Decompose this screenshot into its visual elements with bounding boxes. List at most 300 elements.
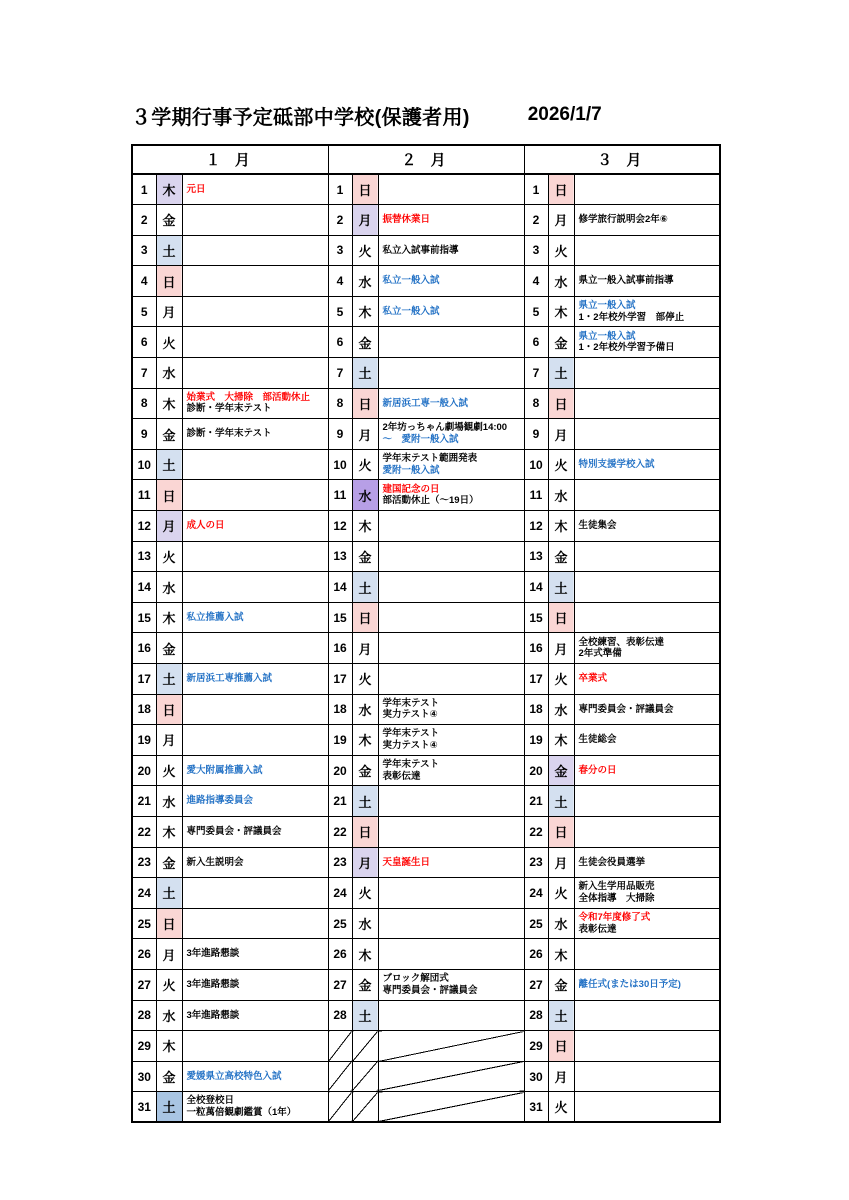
weekday-label: 火	[352, 664, 378, 695]
day-number: 9	[328, 419, 352, 450]
weekday-label: 土	[352, 786, 378, 817]
event-cell	[574, 296, 720, 327]
weekday-label: 月	[156, 725, 182, 756]
day-number: 12	[524, 511, 548, 542]
day-number: 6	[132, 327, 156, 358]
day-number: 4	[524, 266, 548, 297]
event-cell	[378, 694, 524, 725]
event-cell	[574, 174, 720, 205]
event-text: 学年末テスト	[382, 759, 440, 770]
day-number: 5	[132, 296, 156, 327]
event-cell	[574, 908, 720, 939]
event-cell	[182, 939, 328, 970]
weekday-label: 金	[352, 327, 378, 358]
weekday-label: 日	[156, 908, 182, 939]
day-number: 18	[328, 694, 352, 725]
weekday-label: 水	[156, 1000, 182, 1031]
event-text: 生徒会役員選挙	[578, 856, 646, 868]
event-text: 春分の日	[578, 764, 617, 776]
weekday-label: 月	[352, 633, 378, 664]
day-number: 2	[328, 205, 352, 236]
event-text: 天皇誕生日	[382, 856, 431, 868]
weekday-label: 水	[352, 266, 378, 297]
day-number: 17	[132, 664, 156, 695]
weekday-label: 月	[548, 205, 574, 236]
day-number: 20	[524, 755, 548, 786]
three-month-calendar-table	[131, 144, 721, 1123]
weekday-label: 水	[156, 786, 182, 817]
weekday-label: 日	[548, 816, 574, 847]
event-text: 県立一般入試	[578, 300, 636, 312]
day-number: 15	[328, 602, 352, 633]
weekday-label: 木	[156, 602, 182, 633]
day-number: 23	[328, 847, 352, 878]
event-cell	[574, 633, 720, 664]
event-text: 私立一般入試	[382, 275, 440, 287]
calendar-day-row	[132, 847, 720, 878]
day-number: 27	[524, 969, 548, 1000]
event-cell	[574, 969, 720, 1000]
empty-event-cell	[378, 1092, 524, 1123]
event-cell	[574, 878, 720, 909]
event-cell	[574, 1031, 720, 1062]
event-text: 専門委員会・評議員会	[578, 703, 674, 715]
calendar-day-row	[132, 664, 720, 695]
event-cell	[574, 327, 720, 358]
event-text: 愛大附属推薦入試	[186, 764, 263, 776]
event-text: 私立入試事前指導	[382, 244, 459, 256]
weekday-label: 金	[156, 1061, 182, 1092]
month-header-row	[132, 145, 720, 174]
event-cell	[182, 908, 328, 939]
calendar-body	[132, 174, 720, 1122]
weekday-label: 火	[548, 1092, 574, 1123]
event-text: 愛附一般入試	[382, 464, 440, 476]
day-number: 25	[524, 908, 548, 939]
empty-day-cell	[328, 1031, 352, 1062]
event-cell	[574, 725, 720, 756]
calendar-day-row	[132, 541, 720, 572]
document-date: 2026/1/7	[527, 104, 602, 125]
day-number: 14	[524, 572, 548, 603]
calendar-day-row	[132, 633, 720, 664]
weekday-label: 土	[156, 235, 182, 266]
event-cell	[182, 1092, 328, 1123]
event-cell	[378, 174, 524, 205]
calendar-day-row	[132, 694, 720, 725]
event-cell	[574, 1061, 720, 1092]
calendar-day-row	[132, 327, 720, 358]
event-text: 2年式準備	[578, 648, 622, 660]
day-number: 18	[524, 694, 548, 725]
weekday-label: 月	[548, 419, 574, 450]
event-cell	[378, 235, 524, 266]
event-cell	[574, 755, 720, 786]
event-cell	[378, 969, 524, 1000]
day-number: 3	[132, 235, 156, 266]
event-text: 離任式(または30日予定)	[578, 978, 681, 990]
event-text: ブロック解団式	[382, 973, 449, 985]
event-cell	[574, 664, 720, 695]
event-cell	[378, 908, 524, 939]
event-cell	[378, 449, 524, 480]
calendar-day-row	[132, 1000, 720, 1031]
event-text: 診断・学年末テスト	[186, 428, 272, 440]
day-number: 8	[132, 388, 156, 419]
weekday-label: 土	[156, 664, 182, 695]
day-number: 11	[132, 480, 156, 511]
day-number: 20	[132, 755, 156, 786]
day-number: 23	[132, 847, 156, 878]
event-text: 私立推薦入試	[186, 611, 244, 623]
event-text: 部活動休止（〜19日）	[382, 495, 479, 507]
event-cell	[574, 939, 720, 970]
weekday-label: 木	[156, 388, 182, 419]
day-number: 7	[524, 358, 548, 389]
weekday-label: 火	[352, 235, 378, 266]
day-number: 22	[132, 816, 156, 847]
day-number: 29	[132, 1031, 156, 1062]
weekday-label: 日	[352, 388, 378, 419]
event-cell	[378, 847, 524, 878]
day-number: 22	[328, 816, 352, 847]
event-cell	[182, 1031, 328, 1062]
day-number: 12	[132, 511, 156, 542]
weekday-label: 金	[548, 969, 574, 1000]
event-text: 生徒総会	[578, 734, 617, 746]
weekday-label: 木	[352, 939, 378, 970]
weekday-label: 水	[352, 694, 378, 725]
weekday-label: 水	[548, 694, 574, 725]
day-number: 4	[328, 266, 352, 297]
day-number: 5	[328, 296, 352, 327]
day-number: 20	[328, 755, 352, 786]
event-text: 令和7年度修了式	[578, 911, 651, 923]
weekday-label: 日	[548, 1031, 574, 1062]
event-text: 学年末テスト	[382, 697, 440, 709]
event-cell	[378, 725, 524, 756]
event-text: 建国記念の日	[382, 483, 440, 495]
event-text: 専門委員会・評議員会	[382, 984, 478, 996]
event-text: 始業式 大掃除 部活動休止	[186, 391, 311, 403]
day-number: 21	[524, 786, 548, 817]
event-cell	[574, 1000, 720, 1031]
month-header-3: ３ 月	[524, 145, 720, 174]
weekday-label: 木	[352, 511, 378, 542]
event-cell	[182, 847, 328, 878]
event-text: 表彰伝達	[578, 923, 617, 935]
event-text: 進路指導委員会	[186, 795, 254, 807]
weekday-label: 水	[352, 908, 378, 939]
weekday-label: 木	[352, 296, 378, 327]
event-cell	[182, 725, 328, 756]
weekday-label: 土	[548, 786, 574, 817]
weekday-label: 金	[548, 541, 574, 572]
weekday-label: 月	[156, 296, 182, 327]
day-number: 28	[524, 1000, 548, 1031]
event-cell	[182, 633, 328, 664]
calendar-day-row	[132, 755, 720, 786]
event-cell	[378, 664, 524, 695]
day-number: 3	[328, 235, 352, 266]
calendar-day-row	[132, 786, 720, 817]
day-number: 14	[328, 572, 352, 603]
day-number: 19	[524, 725, 548, 756]
day-number: 7	[328, 358, 352, 389]
event-text: 特別支援学校入試	[578, 458, 655, 470]
weekday-label: 水	[548, 908, 574, 939]
weekday-label: 木	[548, 296, 574, 327]
calendar-day-row	[132, 939, 720, 970]
event-text: 3年進路懇談	[186, 1009, 240, 1021]
month-header-2: ２ 月	[328, 145, 524, 174]
day-number: 17	[524, 664, 548, 695]
calendar-day-row	[132, 205, 720, 236]
weekday-label: 日	[548, 388, 574, 419]
weekday-label: 月	[548, 1061, 574, 1092]
event-cell	[574, 1092, 720, 1123]
day-number: 15	[524, 602, 548, 633]
empty-day-cell	[328, 1092, 352, 1123]
event-text: 生徒集会	[578, 520, 617, 532]
calendar-day-row	[132, 878, 720, 909]
day-number: 13	[524, 541, 548, 572]
weekday-label: 火	[352, 878, 378, 909]
day-number: 16	[328, 633, 352, 664]
weekday-label: 土	[548, 1000, 574, 1031]
weekday-label: 月	[548, 633, 574, 664]
event-text: 3年進路懇談	[186, 948, 240, 960]
day-number: 15	[132, 602, 156, 633]
event-cell	[182, 388, 328, 419]
weekday-label: 日	[352, 816, 378, 847]
weekday-label: 火	[548, 878, 574, 909]
event-cell	[182, 174, 328, 205]
event-cell	[182, 449, 328, 480]
day-number: 3	[524, 235, 548, 266]
event-cell	[378, 786, 524, 817]
day-number: 9	[132, 419, 156, 450]
weekday-label: 土	[352, 1000, 378, 1031]
event-cell	[574, 480, 720, 511]
day-number: 25	[328, 908, 352, 939]
event-cell	[574, 419, 720, 450]
weekday-label: 土	[156, 449, 182, 480]
event-cell	[182, 755, 328, 786]
event-cell	[574, 511, 720, 542]
event-cell	[182, 694, 328, 725]
day-number: 26	[524, 939, 548, 970]
event-cell	[574, 541, 720, 572]
event-cell	[378, 572, 524, 603]
weekday-label: 金	[156, 419, 182, 450]
calendar-day-row	[132, 388, 720, 419]
day-number: 19	[132, 725, 156, 756]
day-number: 10	[132, 449, 156, 480]
calendar-day-row	[132, 816, 720, 847]
weekday-label: 日	[156, 694, 182, 725]
event-cell	[574, 602, 720, 633]
empty-event-cell	[378, 1061, 524, 1092]
event-cell	[182, 266, 328, 297]
event-cell	[574, 266, 720, 297]
day-number: 24	[132, 878, 156, 909]
event-text: 新居浜工専推薦入試	[186, 673, 273, 684]
weekday-label: 木	[548, 511, 574, 542]
day-number: 13	[328, 541, 352, 572]
day-number: 19	[328, 725, 352, 756]
weekday-label: 日	[156, 266, 182, 297]
weekday-label: 火	[156, 755, 182, 786]
event-cell	[182, 480, 328, 511]
weekday-label: 日	[156, 480, 182, 511]
day-number: 4	[132, 266, 156, 297]
weekday-label: 火	[548, 664, 574, 695]
weekday-label: 木	[156, 1031, 182, 1062]
event-cell	[574, 449, 720, 480]
event-cell	[574, 816, 720, 847]
empty-day-cell	[328, 1061, 352, 1092]
empty-weekday-cell	[352, 1092, 378, 1123]
day-number: 28	[328, 1000, 352, 1031]
calendar-day-row	[132, 419, 720, 450]
event-cell	[182, 1061, 328, 1092]
weekday-label: 水	[548, 266, 574, 297]
event-cell	[378, 388, 524, 419]
day-number: 23	[524, 847, 548, 878]
day-number: 6	[328, 327, 352, 358]
weekday-label: 金	[548, 755, 574, 786]
weekday-label: 月	[156, 939, 182, 970]
weekday-label: 土	[548, 358, 574, 389]
event-text: 実力テスト④	[382, 739, 438, 751]
event-cell	[182, 327, 328, 358]
weekday-label: 木	[352, 725, 378, 756]
weekday-label: 金	[352, 541, 378, 572]
event-cell	[574, 388, 720, 419]
day-number: 24	[328, 878, 352, 909]
event-text: 診断・学年末テスト	[186, 403, 272, 415]
event-cell	[378, 541, 524, 572]
weekday-label: 日	[352, 602, 378, 633]
event-text: 学年末テスト範囲発表	[382, 453, 478, 465]
event-text: 成人の日	[186, 520, 225, 532]
event-text: 専門委員会・評議員会	[186, 825, 282, 837]
event-text: 振替休業日	[382, 214, 431, 226]
weekday-label: 金	[352, 969, 378, 1000]
event-cell	[378, 327, 524, 358]
event-cell	[378, 419, 524, 450]
event-cell	[182, 511, 328, 542]
day-number: 31	[132, 1092, 156, 1123]
event-cell	[182, 358, 328, 389]
event-text: 新居浜工専一般入試	[382, 397, 469, 409]
calendar-day-row	[132, 235, 720, 266]
event-cell	[574, 358, 720, 389]
event-text: 〜 愛附一般入試	[382, 434, 459, 446]
day-number: 10	[328, 449, 352, 480]
calendar-day-row	[132, 969, 720, 1000]
weekday-label: 火	[548, 449, 574, 480]
calendar-day-row	[132, 572, 720, 603]
day-number: 18	[132, 694, 156, 725]
day-number: 26	[328, 939, 352, 970]
weekday-label: 水	[548, 480, 574, 511]
weekday-label: 木	[156, 816, 182, 847]
event-text: 2年坊っちゃん劇場観劇14:00	[382, 422, 508, 434]
empty-weekday-cell	[352, 1061, 378, 1092]
empty-weekday-cell	[352, 1031, 378, 1062]
calendar-day-row	[132, 602, 720, 633]
calendar-day-row	[132, 725, 720, 756]
event-cell	[574, 786, 720, 817]
calendar-day-row	[132, 296, 720, 327]
event-cell	[378, 205, 524, 236]
weekday-label: 土	[548, 572, 574, 603]
day-number: 9	[524, 419, 548, 450]
calendar-day-row	[132, 174, 720, 205]
event-cell	[378, 602, 524, 633]
day-number: 30	[524, 1061, 548, 1092]
event-text: 新入生説明会	[186, 856, 244, 868]
day-number: 11	[524, 480, 548, 511]
day-number: 21	[132, 786, 156, 817]
weekday-label: 火	[156, 327, 182, 358]
event-cell	[182, 205, 328, 236]
day-number: 7	[132, 358, 156, 389]
weekday-label: 土	[352, 572, 378, 603]
event-cell	[378, 358, 524, 389]
event-cell	[182, 541, 328, 572]
event-cell	[574, 572, 720, 603]
event-cell	[182, 235, 328, 266]
event-cell	[378, 480, 524, 511]
event-cell	[378, 878, 524, 909]
day-number: 2	[132, 205, 156, 236]
event-cell	[182, 816, 328, 847]
calendar-day-row	[132, 1061, 720, 1092]
weekday-label: 月	[352, 419, 378, 450]
event-cell	[182, 572, 328, 603]
event-text: 県立一般入試事前指導	[578, 275, 674, 287]
calendar-day-row	[132, 480, 720, 511]
weekday-label: 火	[156, 969, 182, 1000]
day-number: 16	[524, 633, 548, 664]
weekday-label: 月	[156, 511, 182, 542]
weekday-label: 火	[352, 449, 378, 480]
weekday-label: 水	[156, 358, 182, 389]
event-text: 実力テスト④	[382, 709, 438, 721]
event-cell	[574, 847, 720, 878]
day-number: 25	[132, 908, 156, 939]
event-cell	[378, 296, 524, 327]
day-number: 14	[132, 572, 156, 603]
event-cell	[378, 755, 524, 786]
event-cell	[378, 1000, 524, 1031]
event-text: 愛媛県立高校特色入試	[186, 1070, 282, 1082]
weekday-label: 木	[548, 939, 574, 970]
event-cell	[182, 1000, 328, 1031]
event-text: 新入生学用品販売	[578, 881, 655, 893]
event-cell	[378, 511, 524, 542]
day-number: 16	[132, 633, 156, 664]
day-number: 27	[328, 969, 352, 1000]
day-number: 28	[132, 1000, 156, 1031]
event-text: 学年末テスト	[382, 728, 440, 740]
event-text: 元日	[186, 183, 206, 195]
calendar-day-row	[132, 449, 720, 480]
weekday-label: 土	[156, 878, 182, 909]
